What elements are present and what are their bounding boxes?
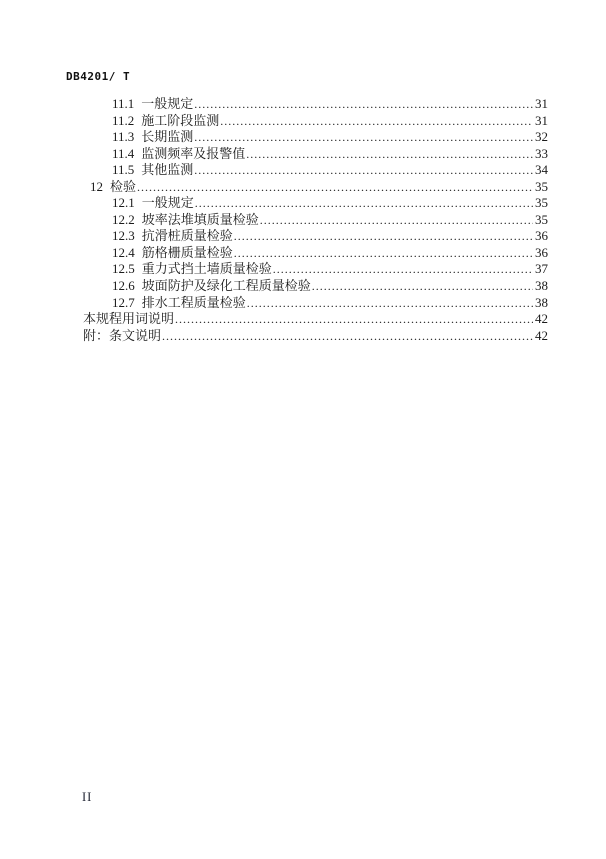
toc-entry-page: 31	[535, 96, 548, 111]
toc-entry-title: 附：条文说明	[83, 327, 162, 343]
toc-entry-number: 12	[90, 178, 103, 194]
dot-leader-icon	[246, 146, 533, 163]
toc-entry-page: 36	[535, 228, 548, 244]
dot-leader-icon	[312, 278, 533, 295]
toc-entry-page: 31	[535, 112, 548, 128]
toc-entry-title: 一般规定	[141, 96, 194, 111]
toc-entry-title: 筋格栅质量检验	[141, 244, 233, 260]
toc-entry-title: 监测频率及报警值	[141, 145, 246, 161]
toc-entry-title: 本规程用词说明	[83, 311, 175, 327]
toc-entry	[83, 328, 548, 345]
document-header	[66, 70, 130, 83]
toc-entry-page: 34	[535, 162, 548, 178]
toc-entry	[83, 245, 548, 262]
toc-entry-page: 35	[535, 178, 548, 194]
toc-entry	[83, 278, 548, 295]
dot-leader-icon	[194, 129, 533, 146]
toc-entry	[83, 179, 548, 196]
dot-leader-icon	[137, 179, 533, 196]
toc-entry-title: 坡面防护及绿化工程质量检验	[141, 278, 311, 294]
toc-entry-number: 12.6	[112, 278, 135, 294]
dot-leader-icon	[175, 311, 533, 328]
toc-entry-title: 长期监测	[141, 129, 194, 145]
toc-entry	[83, 195, 548, 212]
toc-entry-number: 11.5	[112, 162, 135, 178]
dot-leader-icon	[234, 228, 533, 245]
dot-leader-icon	[195, 195, 533, 212]
toc-entry-number: 12.2	[112, 211, 135, 227]
toc-entry	[83, 113, 548, 130]
toc-entry-number: 11.3	[112, 129, 135, 145]
toc-entry-page: 35	[535, 195, 548, 211]
toc-entry	[83, 228, 548, 245]
toc-entry	[83, 311, 548, 328]
toc-entry-title: 检验	[110, 178, 137, 194]
toc-entry-title: 其他监测	[141, 162, 194, 178]
toc-entry-page: 33	[535, 145, 548, 161]
toc-entry-number: 12.1	[112, 195, 135, 211]
toc-entry	[83, 129, 548, 146]
toc-entry-number: 11.2	[112, 112, 135, 128]
toc-entry	[83, 295, 548, 312]
toc-entry-title: 排水工程质量检验	[141, 294, 246, 310]
toc-entry	[83, 162, 548, 179]
toc-entry-number: 12.7	[112, 294, 135, 310]
toc-entry-page: 38	[535, 278, 548, 294]
toc-entry	[83, 212, 548, 229]
toc-entry-page: 36	[535, 244, 548, 260]
dot-leader-icon	[194, 162, 533, 179]
toc-entry-number: 12.3	[112, 228, 135, 244]
toc-entry-page: 42	[535, 311, 548, 327]
toc-entry-page: 37	[535, 261, 548, 277]
toc-entry-page: 32	[535, 129, 548, 145]
toc-entry-title: 施工阶段监测	[141, 112, 220, 128]
toc-entry-title: 一般规定	[141, 195, 194, 211]
toc-entry-page: 42	[535, 327, 548, 343]
page-number: II	[82, 790, 93, 804]
toc-entry	[83, 146, 548, 163]
toc-entry-number: 12.4	[112, 244, 135, 260]
dot-leader-icon	[234, 245, 533, 262]
toc-entry-title: 重力式挡土墙质量检验	[141, 261, 272, 277]
dot-leader-icon	[260, 212, 533, 229]
dot-leader-icon	[273, 261, 533, 278]
dot-leader-icon	[220, 113, 533, 130]
toc-entry-number: 11.1	[112, 96, 135, 111]
toc-entry	[83, 261, 548, 278]
document-code: DB4201/ T	[66, 70, 131, 83]
dot-leader-icon	[162, 328, 533, 345]
toc-entry-page: 38	[535, 294, 548, 310]
toc-entry-page: 35	[535, 211, 548, 227]
table-of-contents	[83, 96, 548, 344]
toc-entry	[83, 96, 548, 113]
dot-leader-icon	[194, 96, 533, 113]
document-footer	[82, 790, 92, 805]
toc-entry-number: 11.4	[112, 145, 135, 161]
toc-entry-number: 12.5	[112, 261, 135, 277]
toc-entry-title: 坡率法堆填质量检验	[141, 211, 259, 227]
toc-entry-title: 抗滑桩质量检验	[141, 228, 233, 244]
dot-leader-icon	[247, 295, 533, 312]
